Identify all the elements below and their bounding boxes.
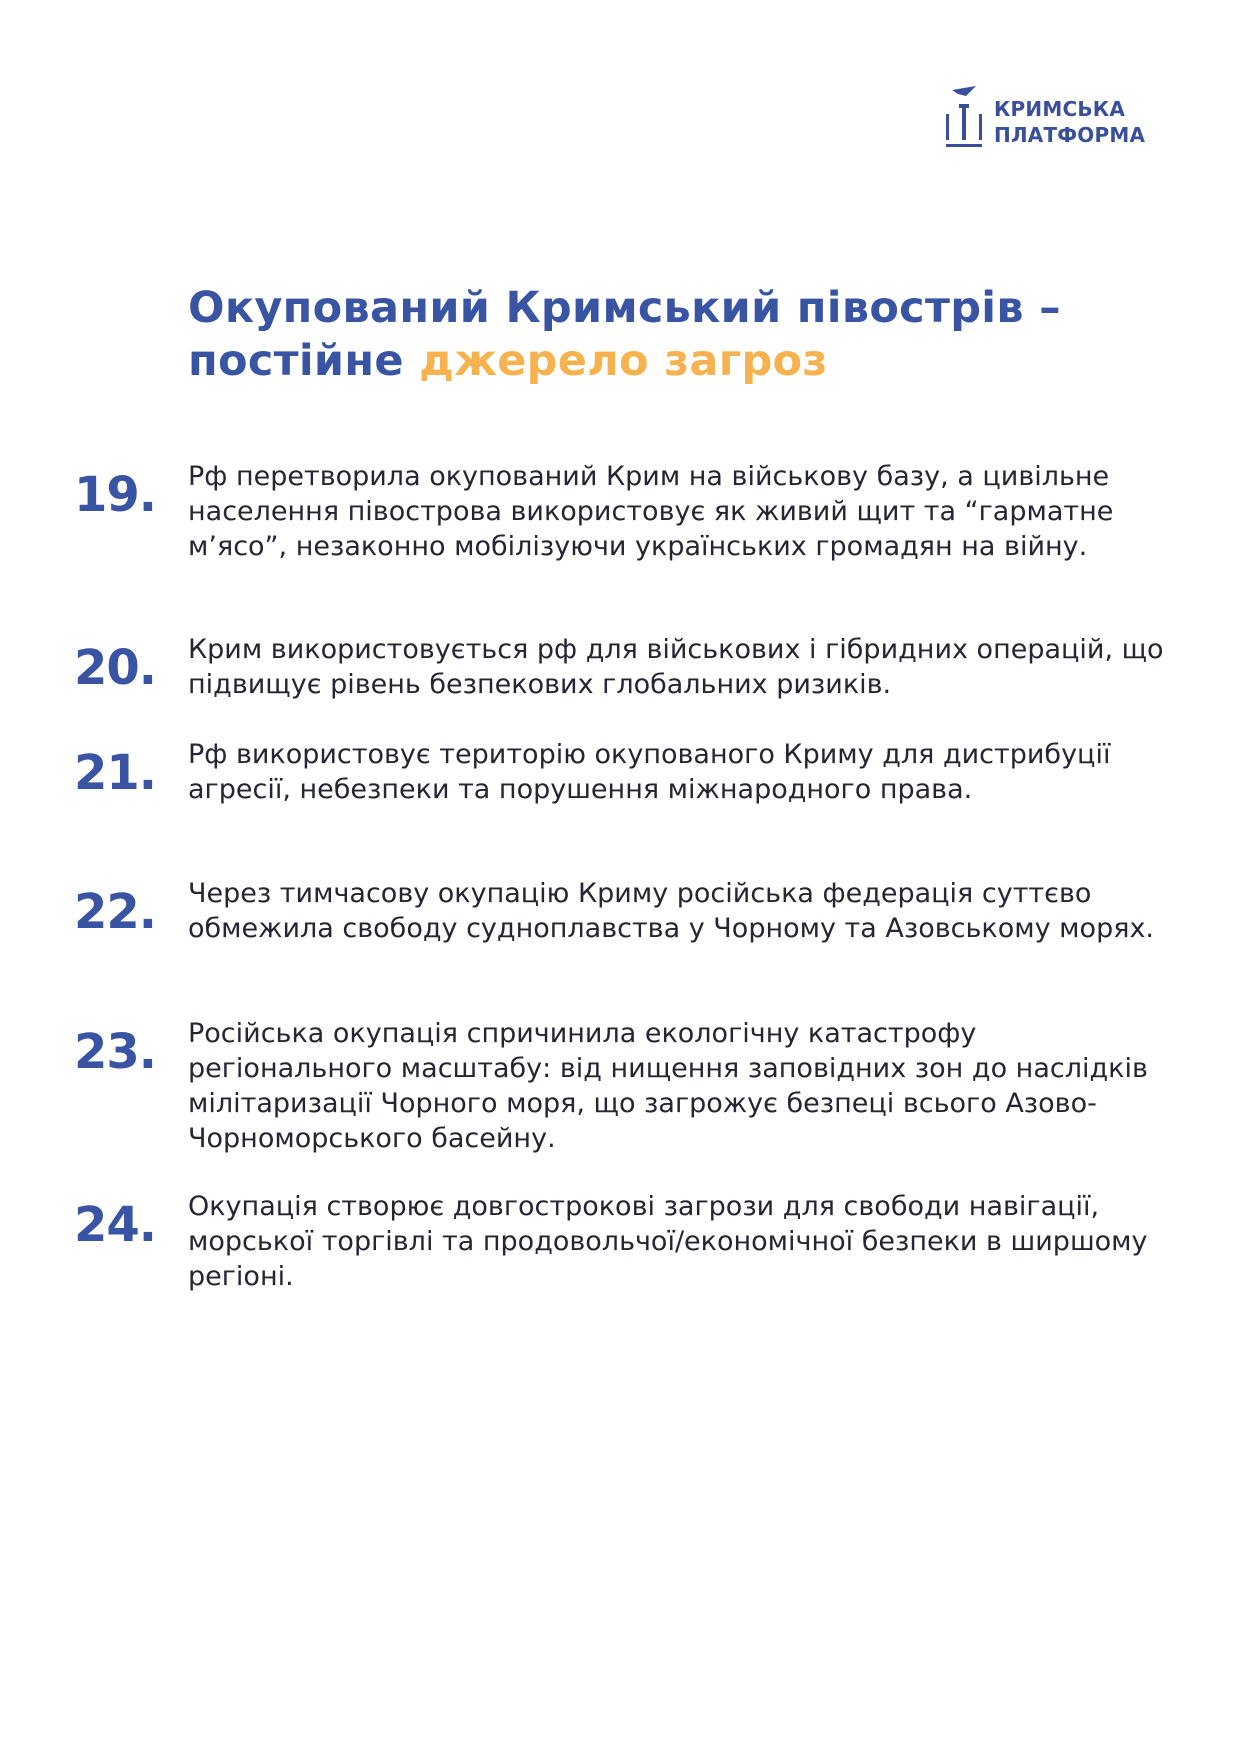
item-number: 22. — [74, 884, 157, 940]
item-text: Рф перетворила окупований Крим на військову базу, а цивільне населення півострова використовує як живий щит та “гарматне м’ясо”, незаконно мобілізуючи українських громадян на війну. — [188, 461, 1114, 562]
logo-line-2: ПЛАТФОРМА — [994, 123, 1146, 147]
item-text: Рф використовує територію окупованого Криму для дистрибуції агресії, небезпеки та порушення міжнародного права. — [188, 739, 1111, 805]
item-number: 23. — [74, 1024, 157, 1080]
logo-line-1: КРИМСЬКА — [994, 97, 1125, 121]
title-accent: джерело загроз — [419, 336, 828, 386]
item-text: Окупація створює довгострокові загрози для свободи навігації, морської торгівлі та продовольчої/економічної безпеки в ширшому регіоні. — [188, 1191, 1148, 1292]
item-text: Через тимчасову окупацію Криму російська федерація суттєво обмежила свободу судноплавства у Чорному та Азовському морях. — [188, 878, 1155, 944]
item-text: Крим використовується рф для військових і гібридних операцій, що підвищує рівень безпекових глобальних ризиків. — [188, 634, 1164, 700]
crimea-platform-emblem-icon — [944, 86, 984, 158]
item-number: 24. — [74, 1197, 157, 1253]
logo — [944, 86, 1145, 158]
item-number: 19. — [74, 467, 157, 523]
item-number: 21. — [74, 745, 157, 801]
title-line-1: Окупований Кримський півострів – — [188, 283, 1061, 333]
item-number: 20. — [74, 640, 157, 696]
title-line-2: постійне — [188, 336, 420, 386]
item-text: Російська окупація спричинила екологічну катастрофу регіонального масштабу: від нищення заповідних зон до наслідків мілітаризації Чорного моря, що загрожує безпеці всього Азово-Чорноморського басейну. — [188, 1018, 1148, 1154]
page-title — [188, 282, 1188, 388]
